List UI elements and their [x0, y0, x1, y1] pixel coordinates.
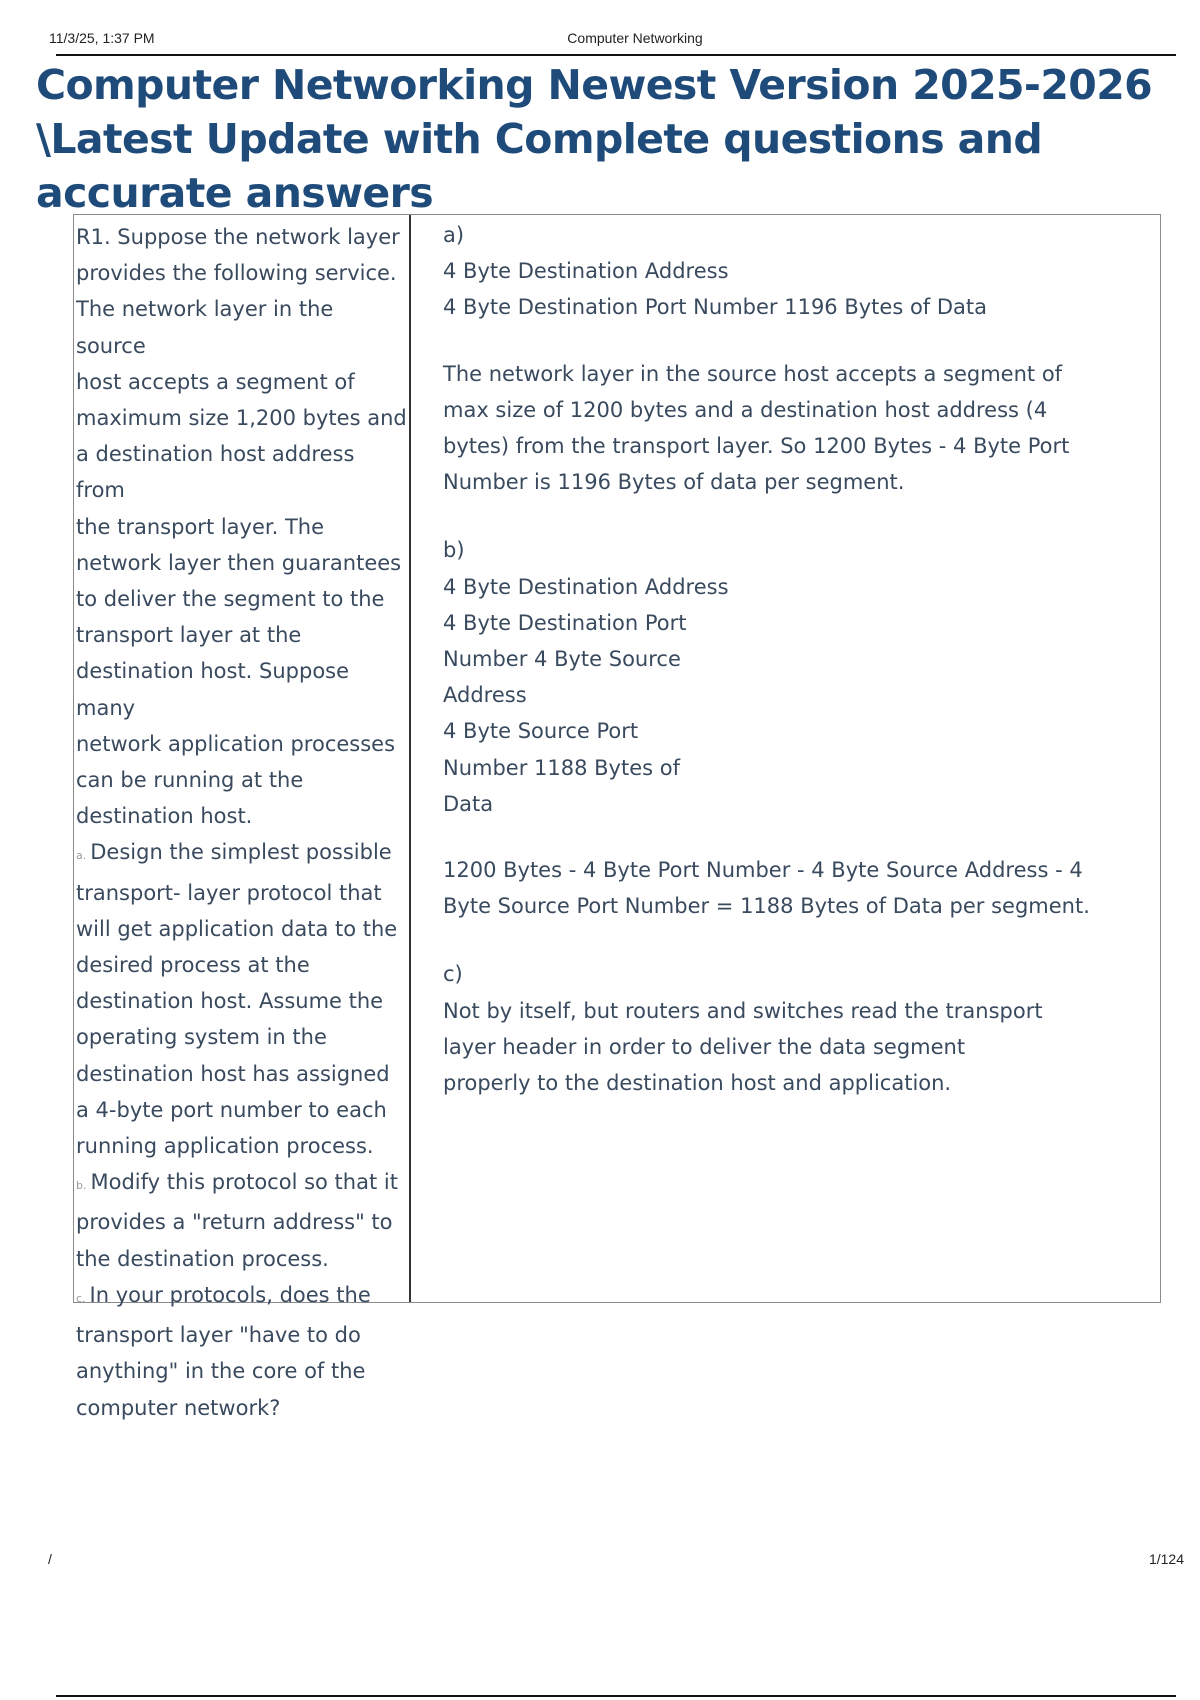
question-line: The network layer in the source	[76, 297, 334, 358]
header-rule	[56, 54, 1176, 56]
answer-a-field: 4 Byte Destination Port Number 1196 Bytes of Data	[443, 295, 988, 320]
question-line: can be running at the	[76, 768, 304, 793]
answer-b-field: 4 Byte Destination Address	[443, 574, 729, 599]
question-part-a-line: desired process at the	[76, 953, 310, 978]
question-line: network layer then guarantees	[76, 550, 402, 575]
footer-rule	[56, 1695, 1176, 1697]
part-c-text: In your protocols, does the	[89, 1282, 371, 1307]
question-part-b-line: provides a "return address" to	[76, 1210, 393, 1235]
question-line: destination host. Suppose many	[76, 659, 350, 720]
question-line: a destination host address from	[76, 442, 355, 503]
answer-b-field: 4 Byte Destination Port	[443, 610, 687, 635]
question-part-c-line: anything" in the core of the	[76, 1359, 366, 1384]
part-c-marker: c.	[76, 1291, 86, 1305]
print-date: 11/3/25, 1:37 PM	[49, 30, 155, 46]
question-part-b-line	[76, 1164, 407, 1204]
answer-a-explanation-line: Number is 1196 Bytes of data per segment.	[443, 470, 905, 495]
part-a-text: Design the simplest possible	[90, 840, 392, 865]
answer-a-explanation-line: max size of 1200 bytes and a destination host address (4	[443, 397, 1048, 422]
qa-table	[73, 214, 1161, 1420]
question-part-a-line	[76, 834, 407, 874]
question-part-a-line: transport- layer protocol that	[76, 880, 382, 905]
part-a-marker: a.	[76, 849, 87, 863]
answer-b-field: Number 4 Byte Source	[443, 647, 681, 672]
part-b-marker: b.	[76, 1179, 87, 1193]
print-header-title: Computer Networking	[567, 30, 703, 46]
question-part-a-line: will get application data to the	[76, 916, 398, 941]
answer-cell	[411, 215, 1160, 1302]
answer-b-field: Number 1188 Bytes of	[443, 755, 680, 780]
question-part-a-line: a 4-byte port number to each	[76, 1097, 387, 1122]
question-cell	[74, 215, 411, 1420]
answer-c-explanation-line: properly to the destination host and application.	[443, 1071, 952, 1096]
page-number: 1/124	[1148, 1551, 1184, 1567]
answer-a-field: 4 Byte Destination Address	[443, 259, 729, 284]
question-line: R1. Suppose the network layer	[76, 225, 400, 249]
answer-a-label: a)	[443, 223, 465, 247]
question-line: network application processes	[76, 731, 396, 756]
document-title: Computer Networking Newest Version 2025-2026 \Latest Update with Complete questions and accurate answers	[36, 61, 1153, 217]
answer-b-explanation-line: Byte Source Port Number = 1188 Bytes of Data per segment.	[443, 894, 1090, 919]
question-line: the transport layer. The	[76, 514, 325, 539]
answer-b-field: Data	[443, 791, 494, 816]
footer-url: /	[48, 1551, 52, 1567]
question-line: provides the following service.	[76, 261, 397, 286]
answer-b-field: 4 Byte Source Port	[443, 719, 639, 744]
question-line: destination host.	[76, 804, 253, 829]
question-part-a-line: operating system in the	[76, 1025, 327, 1050]
question-part-b-line: the destination process.	[76, 1246, 329, 1271]
answer-b-explanation-line: 1200 Bytes - 4 Byte Port Number - 4 Byte Source Address - 4	[443, 858, 1083, 883]
part-b-text: Modify this protocol so that it	[90, 1170, 398, 1195]
question-line: host accepts a segment of	[76, 369, 355, 394]
answer-a-explanation-line: bytes) from the transport layer. So 1200 Bytes - 4 Byte Port	[443, 434, 1070, 459]
answer-a-explanation-line: The network layer in the source host accepts a segment of	[443, 361, 1063, 386]
answer-c-explanation-line: Not by itself, but routers and switches read the transport	[443, 998, 1043, 1023]
question-line: maximum size 1,200 bytes and	[76, 406, 407, 431]
question-part-a-line: destination host. Assume the	[76, 989, 384, 1014]
answer-b-label: b)	[443, 538, 465, 563]
question-part-c-line: computer network?	[76, 1395, 281, 1420]
question-part-a-line: running application process.	[76, 1134, 374, 1159]
question-line: transport layer at the	[76, 623, 302, 648]
question-part-c-line	[76, 1277, 407, 1317]
answer-c-explanation-line: layer header in order to deliver the data segment	[443, 1034, 966, 1059]
question-part-a-line: destination host has assigned	[76, 1061, 390, 1086]
question-line: to deliver the segment to the	[76, 587, 385, 612]
answer-c-label: c)	[443, 962, 463, 987]
answer-b-field: Address	[443, 683, 527, 708]
question-part-c-line: transport layer "have to do	[76, 1323, 361, 1348]
